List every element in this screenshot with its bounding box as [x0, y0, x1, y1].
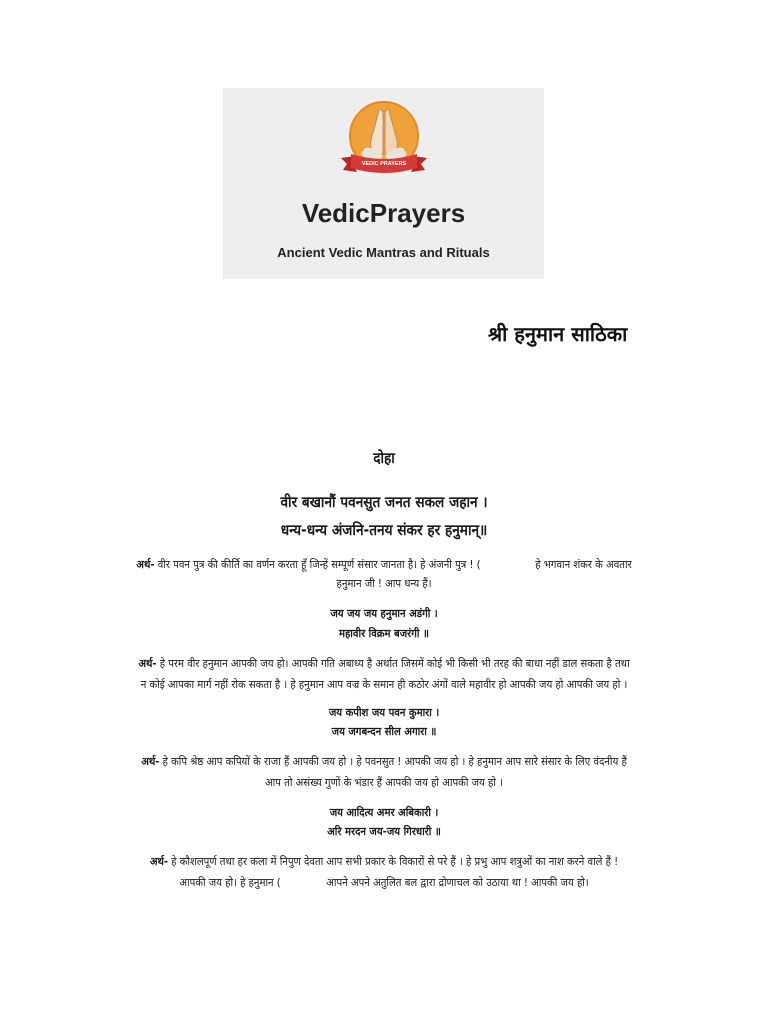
doha-heading: दोहा — [373, 449, 395, 467]
verse-3-line-1: जय कपीश जय पवन कुमारा । — [328, 706, 440, 719]
meaning-1-line-1: अर्थ- वीर पवन पुत्र की कीर्ति का वर्णन करता हूँ जिन्हें सम्पूर्ण संसार जानता है। हे अंजनी पुत्र ! ( हे भगवान शंकर के अवतार — [136, 558, 632, 571]
artha-label: अर्थ- — [141, 755, 160, 768]
praying-hands-logo-icon — [335, 96, 433, 186]
meaning-2-line-1: अर्थ- हे परम वीर हनुमान आपकी जय हो। आपकी गति अबाध्य है अर्थात जिसमें कोई भी किसी भी तरह की बाधा नहीं डाल सकता है तथा — [138, 657, 630, 670]
verse-3-line-2: जय जगबन्दन सील अगारा ॥ — [331, 725, 437, 738]
doha-line-2: धन्य-धन्य अंजनि-तनय संकर हर हनुमान्॥ — [280, 521, 488, 539]
doha-line-1: वीर बखानौं पवनसुत जनत सकल जहान । — [280, 493, 488, 511]
meaning-4-line-2: आपकी जय हो। हे हनुमान ( आपने अपने अतुलित बल द्वारा द्रोणाचल को उठाया था ! आपकी जय हो। — [179, 876, 589, 889]
verse-4-line-2: अरि मरदन जय-जय गिरधारी ॥ — [327, 825, 441, 838]
meaning-3-line-1: अर्थ- हे कपि श्रेष्ठ आप कपियों के राजा हैं आपकी जय हो । हे पवनसुत ! आपकी जय हो । हे हनुमान आप सारे संसार के लिए वंदनीय हैं — [141, 755, 627, 768]
brand-tagline: Ancient Vedic Mantras and Rituals — [277, 245, 490, 260]
brand-name: VedicPrayers — [301, 198, 466, 228]
verse-4-line-1: जय आदित्य अमर अबिकारी । — [329, 806, 439, 819]
artha-label: अर्थ- — [149, 855, 169, 868]
meaning-3-line-2: आप तो असंख्य गुणों के भंडार हैं आपकी जय हो आपकी जय हो । — [265, 776, 503, 789]
meaning-2-line-2: न कोई आपका मार्ग नहीं रोक सकता है । हे हनुमान आप वज्र के समान ही कठोर अंगों वाले महावीर हो आपकी जय हो आपकी जय हो । — [140, 678, 628, 691]
logo-banner-text: VEDIC PRAYERS — [361, 161, 407, 167]
logo-card — [223, 88, 544, 279]
page-title: श्री हनुमान साठिका — [488, 322, 628, 346]
verse-2-line-2: महावीर विक्रम बजरंगी ॥ — [338, 627, 429, 640]
artha-label: अर्थ- — [138, 657, 157, 670]
meaning-4-line-1: अर्थ- हे कौशलपूर्ण तथा हर कला में निपुण देवता आप सभी प्रकार के विकारों से परे हैं । हे प्रभु आप शत्रुओं का नाश करने वाले हैं ! — [149, 855, 619, 868]
artha-label: अर्थ- — [136, 558, 155, 571]
meaning-1-line-2: हनुमान जी ! आप धन्य हैं। — [336, 577, 432, 590]
verse-2-line-1: जय जय जय हनुमान अडंगी । — [330, 607, 438, 620]
